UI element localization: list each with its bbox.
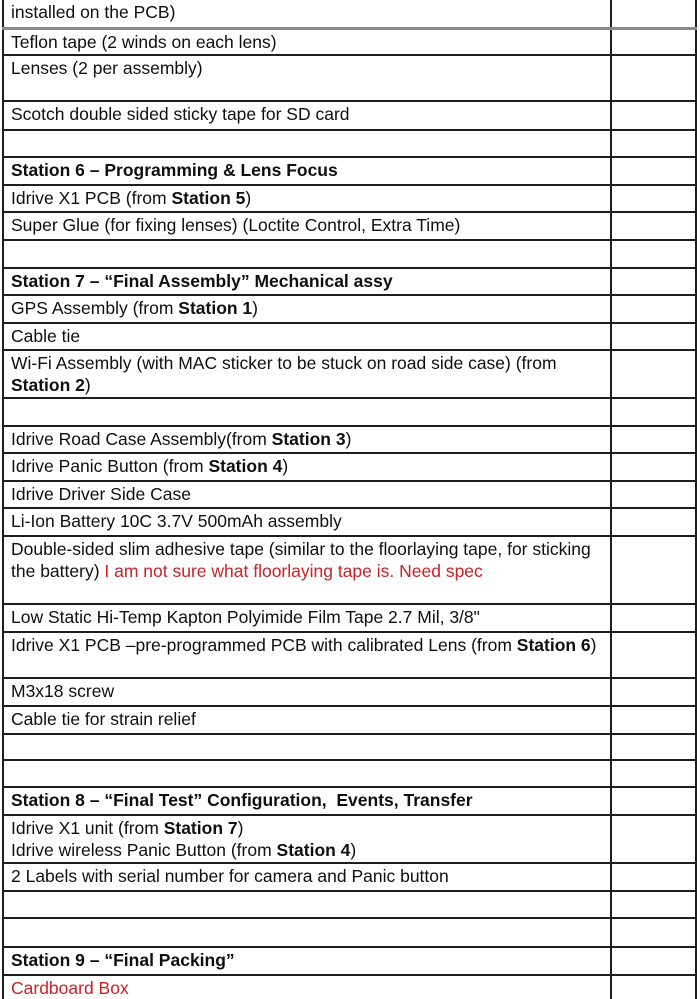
table-row [3,706,696,734]
item-cell [3,863,611,891]
item-cell [3,323,611,350]
status-cell [611,918,696,947]
status-cell [611,706,696,734]
table-row [3,398,696,426]
table-row [3,891,696,918]
item-cell [3,268,611,295]
item-text: Station 4 [208,455,283,476]
item-cell [3,891,611,918]
table-row [3,604,696,632]
item-text: Double-sided slim adhesive tape (similar to the floorlaying tape, for sticking the battery) [11,538,596,581]
item-text: Station 3 [271,428,346,449]
item-cell [3,101,611,130]
item-text: ) [84,374,91,395]
table-row [3,426,696,453]
status-cell [611,185,696,212]
item-text: Idrive X1 PCB –pre-programmed PCB with calibrated Lens (from [11,634,517,655]
item-text: Super Glue (for fixing lenses) (Loctite Control, Extra Time) [11,214,461,235]
item-text: Station 7 – “Final Assembly” Mechanical assy [11,270,393,291]
status-cell [611,604,696,632]
item-cell [3,350,611,398]
item-text: Cable tie [11,325,81,346]
item-text: Station 4 [276,839,351,860]
status-cell [611,453,696,481]
status-cell [611,760,696,787]
item-text: Teflon tape (2 winds on each lens) [11,31,277,52]
item-text: 2 Labels with serial number for camera and Panic button [11,865,449,886]
table-row [3,678,696,706]
item-text: ) [237,817,244,838]
table-row [3,240,696,268]
status-cell [611,508,696,536]
item-cell [3,426,611,453]
status-cell [611,101,696,130]
item-text: installed on the PCB) [11,2,176,22]
status-cell [611,268,696,295]
status-cell [611,55,696,101]
table-row [3,101,696,130]
status-cell [611,632,696,678]
table-row [3,632,696,678]
item-text: Idrive Driver Side Case [11,483,191,504]
item-cell [3,918,611,947]
status-cell [611,787,696,815]
status-cell [611,678,696,706]
table-row [3,295,696,323]
item-text: I am not sure what floorlaying tape is. Need spec [104,560,483,581]
item-text: Station 6 – Programming & Lens Focus [11,159,338,180]
status-cell [611,157,696,185]
status-cell [611,0,696,28]
item-text: Li-Ion Battery 10C 3.7V 500mAh assembly [11,510,342,531]
item-cell [3,240,611,268]
item-text: Wi-Fi Assembly (with MAC sticker to be stuck on road side case) (from [11,352,562,373]
table-row [3,760,696,787]
table-row [3,734,696,760]
status-cell [611,975,696,999]
table-row [3,130,696,157]
item-text: Lenses (2 per assembly) [11,57,203,78]
item-text: Station 9 – “Final Packing” [11,949,235,970]
item-cell [3,212,611,240]
table-row [3,947,696,975]
item-cell [3,28,611,55]
status-cell [611,481,696,508]
status-cell [611,240,696,268]
table-row [3,268,696,295]
status-cell [611,28,696,55]
table-row [3,508,696,536]
table-row [3,453,696,481]
item-cell [3,481,611,508]
table-row [3,323,696,350]
item-text: Cardboard Box [11,977,129,998]
item-text: ) [282,455,289,476]
status-cell [611,891,696,918]
item-cell [3,508,611,536]
item-text: ) [350,839,357,860]
item-cell [3,453,611,481]
status-cell [611,398,696,426]
status-cell [611,947,696,975]
item-cell [3,734,611,760]
item-text: Idrive wireless Panic Button (from [11,839,277,860]
item-text: Scotch double sided sticky tape for SD card [11,103,350,124]
item-cell [3,0,611,28]
table-row [3,212,696,240]
table-row [3,185,696,212]
item-text: ) [245,187,252,208]
table-row [3,55,696,101]
item-text: Station 8 – “Final Test” Configuration, Events, Transfer [11,789,473,810]
item-cell [3,157,611,185]
item-cell [3,130,611,157]
table-row [3,975,696,999]
item-cell [3,760,611,787]
item-cell [3,975,611,999]
table-row [3,815,696,863]
item-cell [3,706,611,734]
item-cell [3,815,611,863]
status-cell [611,536,696,604]
status-cell [611,323,696,350]
item-cell [3,678,611,706]
status-cell [611,350,696,398]
item-text: Idrive X1 unit (from [11,817,164,838]
item-text: Low Static Hi-Temp Kapton Polyimide Film Tape 2.7 Mil, 3/8" [11,606,480,627]
item-cell [3,632,611,678]
table-row [3,0,696,28]
table-row [3,863,696,891]
parts-table [2,0,697,999]
item-text: Station 5 [171,187,246,208]
item-text: ) [590,634,597,655]
item-text: Idrive Panic Button (from [11,455,209,476]
status-cell [611,426,696,453]
status-cell [611,212,696,240]
item-text: Idrive X1 PCB (from [11,187,172,208]
item-text: ) [252,297,258,318]
table-row [3,536,696,604]
item-cell [3,55,611,101]
item-text: Station 7 [163,817,238,838]
table-row [3,28,696,55]
item-cell [3,295,611,323]
item-cell [3,787,611,815]
table-row [3,157,696,185]
status-cell [611,734,696,760]
table-row [3,787,696,815]
table-row [3,350,696,398]
item-cell [3,604,611,632]
table-row [3,481,696,508]
item-cell [3,185,611,212]
item-cell [3,398,611,426]
table-row [3,918,696,947]
status-cell [611,815,696,863]
item-text: Cable tie for strain relief [11,708,196,729]
item-text: M3x18 screw [11,680,115,701]
item-text: Station 2 [11,374,85,395]
item-cell [3,536,611,604]
item-text: Station 1 [178,297,253,318]
item-cell [3,947,611,975]
item-text: Station 6 [516,634,591,655]
item-text: GPS Assembly (from [11,297,179,318]
status-cell [611,130,696,157]
item-text: Idrive Road Case Assembly(from [11,428,272,449]
status-cell [611,863,696,891]
item-text: ) [345,428,352,449]
status-cell [611,295,696,323]
